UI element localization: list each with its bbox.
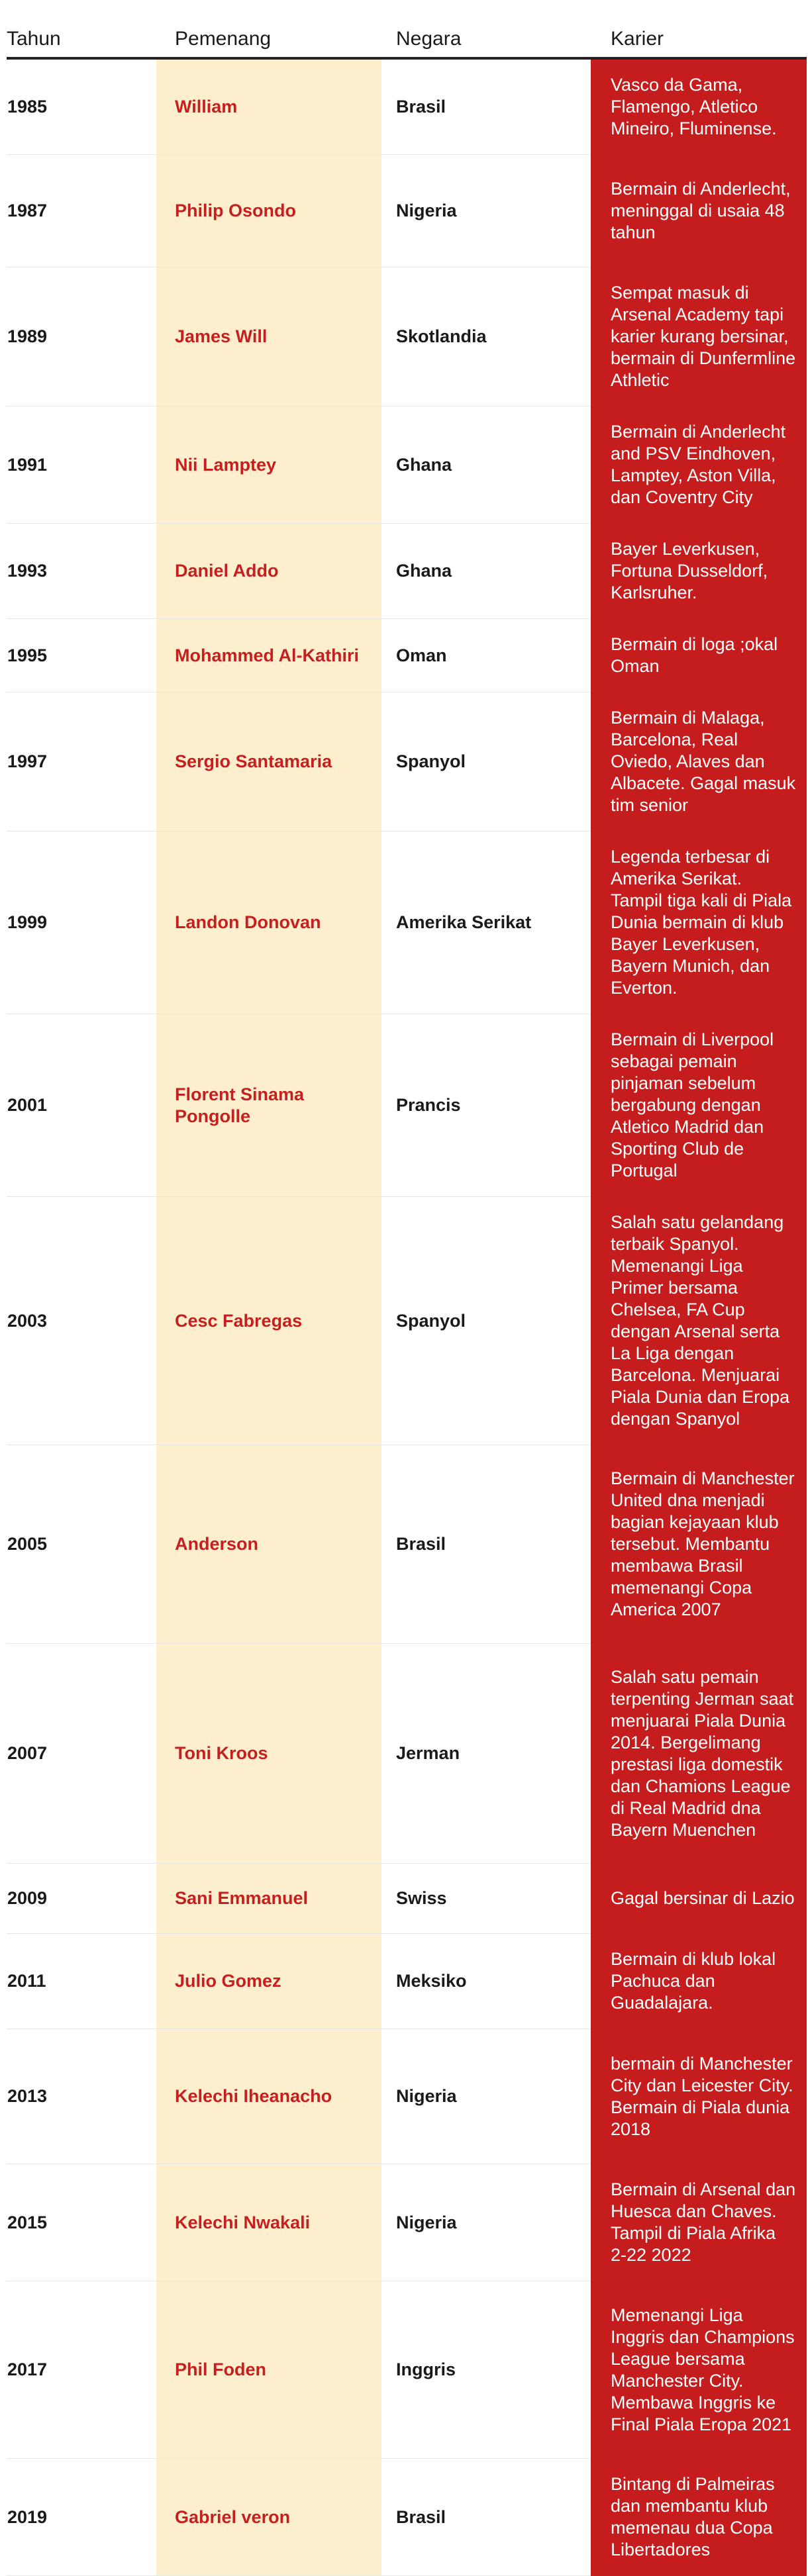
header-year: Tahun: [7, 13, 156, 58]
cell-winner: Anderson: [156, 1445, 381, 1644]
cell-career: Bayer Leverkusen, Fortuna Dusseldorf, Karlsruher.: [591, 524, 807, 619]
table-row: [7, 1864, 807, 1934]
header-winner: Pemenang: [156, 13, 381, 58]
cell-winner: Kelechi Nwakali: [156, 2164, 381, 2281]
cell-country: Brasil: [381, 58, 591, 155]
table-row: [7, 619, 807, 692]
cell-year: 2013: [7, 2029, 156, 2164]
cell-year: 1991: [7, 406, 156, 524]
table-row: [7, 1934, 807, 2029]
cell-career: Bermain di Arsenal dan Huesca dan Chaves. Tampil di Piala Afrika 2-22 2022: [591, 2164, 807, 2281]
table-row: [7, 1644, 807, 1864]
table-row: [7, 1445, 807, 1644]
cell-career: Bermain di Liverpool sebagai pemain pinjaman sebelum bergabung dengan Atletico Madrid dan Sporting Club de Portugal: [591, 1014, 807, 1197]
cell-year: 1997: [7, 692, 156, 832]
table-row: [7, 2281, 807, 2459]
cell-country: Ghana: [381, 524, 591, 619]
cell-year: 1985: [7, 58, 156, 155]
cell-career: Bermain di klub lokal Pachuca dan Guadalajara.: [591, 1934, 807, 2029]
cell-year: 2015: [7, 2164, 156, 2281]
cell-country: Nigeria: [381, 155, 591, 267]
cell-career: Memenangi Liga Inggris dan Champions League bersama Manchester City. Membawa Inggris ke Final Piala Eropa 2021: [591, 2281, 807, 2459]
cell-year: 1993: [7, 524, 156, 619]
table-row: [7, 155, 807, 267]
cell-year: 1995: [7, 619, 156, 692]
cell-country: Inggris: [381, 2281, 591, 2459]
cell-year: 1989: [7, 267, 156, 406]
cell-career: Legenda terbesar di Amerika Serikat. Tampil tiga kali di Piala Dunia bermain di klub Bayer Leverkusen, Bayern Munich, dan Everton.: [591, 832, 807, 1014]
cell-winner: Sani Emmanuel: [156, 1864, 381, 1934]
table-body: [7, 58, 807, 2576]
cell-winner: Toni Kroos: [156, 1644, 381, 1864]
cell-country: Prancis: [381, 1014, 591, 1197]
cell-career: Sempat masuk di Arsenal Academy tapi karier kurang bersinar, bermain di Dunfermline Athletic: [591, 267, 807, 406]
table-row: [7, 58, 807, 155]
table-row: [7, 406, 807, 524]
cell-winner: Daniel Addo: [156, 524, 381, 619]
table-row: [7, 2029, 807, 2164]
cell-year: 2011: [7, 1934, 156, 2029]
cell-career: Bintang di Palmeiras dan membantu klub memenau dua Copa Libertadores: [591, 2459, 807, 2576]
cell-winner: Philip Osondo: [156, 155, 381, 267]
cell-country: Meksiko: [381, 1934, 591, 2029]
cell-winner: William: [156, 58, 381, 155]
cell-country: Spanyol: [381, 692, 591, 832]
cell-year: 1999: [7, 832, 156, 1014]
table-row: [7, 1197, 807, 1445]
winners-table: [7, 13, 807, 2576]
cell-country: Jerman: [381, 1644, 591, 1864]
cell-country: Ghana: [381, 406, 591, 524]
table-row: [7, 2164, 807, 2281]
cell-winner: Sergio Santamaria: [156, 692, 381, 832]
cell-year: 2019: [7, 2459, 156, 2576]
table-row: [7, 832, 807, 1014]
table-row: [7, 2459, 807, 2576]
cell-country: Brasil: [381, 1445, 591, 1644]
cell-career: Gagal bersinar di Lazio: [591, 1864, 807, 1934]
table-row: [7, 524, 807, 619]
cell-career: Salah satu pemain terpenting Jerman saat menjuarai Piala Dunia 2014. Bergelimang prestasi liga domestik dan Chamions League di Real Madrid dna Bayern Muenchen: [591, 1644, 807, 1864]
cell-year: 2003: [7, 1197, 156, 1445]
header-row: [7, 13, 807, 58]
cell-year: 2009: [7, 1864, 156, 1934]
cell-winner: Kelechi Iheanacho: [156, 2029, 381, 2164]
cell-career: Salah satu gelandang terbaik Spanyol. Memenangi Liga Primer bersama Chelsea, FA Cup dengan Arsenal serta La Liga dengan Barcelona. Menjuarai Piala Dunia dan Eropa dengan Spanyol: [591, 1197, 807, 1445]
table-row: [7, 267, 807, 406]
cell-country: Brasil: [381, 2459, 591, 2576]
cell-year: 1987: [7, 155, 156, 267]
cell-country: Swiss: [381, 1864, 591, 1934]
cell-winner: Cesc Fabregas: [156, 1197, 381, 1445]
cell-year: 2001: [7, 1014, 156, 1197]
cell-career: Bermain di Malaga, Barcelona, Real Oviedo, Alaves dan Albacete. Gagal masuk tim senior: [591, 692, 807, 832]
table-row: [7, 1014, 807, 1197]
header-country: Negara: [381, 13, 591, 58]
cell-country: Spanyol: [381, 1197, 591, 1445]
cell-career: Bermain di loga ;okal Oman: [591, 619, 807, 692]
cell-country: Skotlandia: [381, 267, 591, 406]
cell-winner: Nii Lamptey: [156, 406, 381, 524]
cell-year: 2007: [7, 1644, 156, 1864]
cell-career: Bermain di Manchester United dna menjadi bagian kejayaan klub tersebut. Membantu membawa Brasil memenangi Copa America 2007: [591, 1445, 807, 1644]
cell-winner: Phil Foden: [156, 2281, 381, 2459]
cell-winner: Julio Gomez: [156, 1934, 381, 2029]
cell-winner: Florent Sinama Pongolle: [156, 1014, 381, 1197]
cell-country: Oman: [381, 619, 591, 692]
table-row: [7, 692, 807, 832]
cell-career: Bermain di Anderlecht and PSV Eindhoven, Lamptey, Aston Villa, dan Coventry City: [591, 406, 807, 524]
header-career: Karier: [591, 13, 807, 58]
table-header: [7, 13, 807, 58]
cell-career: Vasco da Gama, Flamengo, Atletico Mineiro, Fluminense.: [591, 58, 807, 155]
cell-winner: Mohammed Al-Kathiri: [156, 619, 381, 692]
cell-winner: Gabriel veron: [156, 2459, 381, 2576]
cell-country: Nigeria: [381, 2164, 591, 2281]
cell-career: Bermain di Anderlecht, meninggal di usaia 48 tahun: [591, 155, 807, 267]
cell-winner: Landon Donovan: [156, 832, 381, 1014]
cell-country: Nigeria: [381, 2029, 591, 2164]
cell-year: 2005: [7, 1445, 156, 1644]
cell-winner: James Will: [156, 267, 381, 406]
cell-year: 2017: [7, 2281, 156, 2459]
cell-country: Amerika Serikat: [381, 832, 591, 1014]
cell-career: bermain di Manchester City dan Leicester City. Bermain di Piala dunia 2018: [591, 2029, 807, 2164]
